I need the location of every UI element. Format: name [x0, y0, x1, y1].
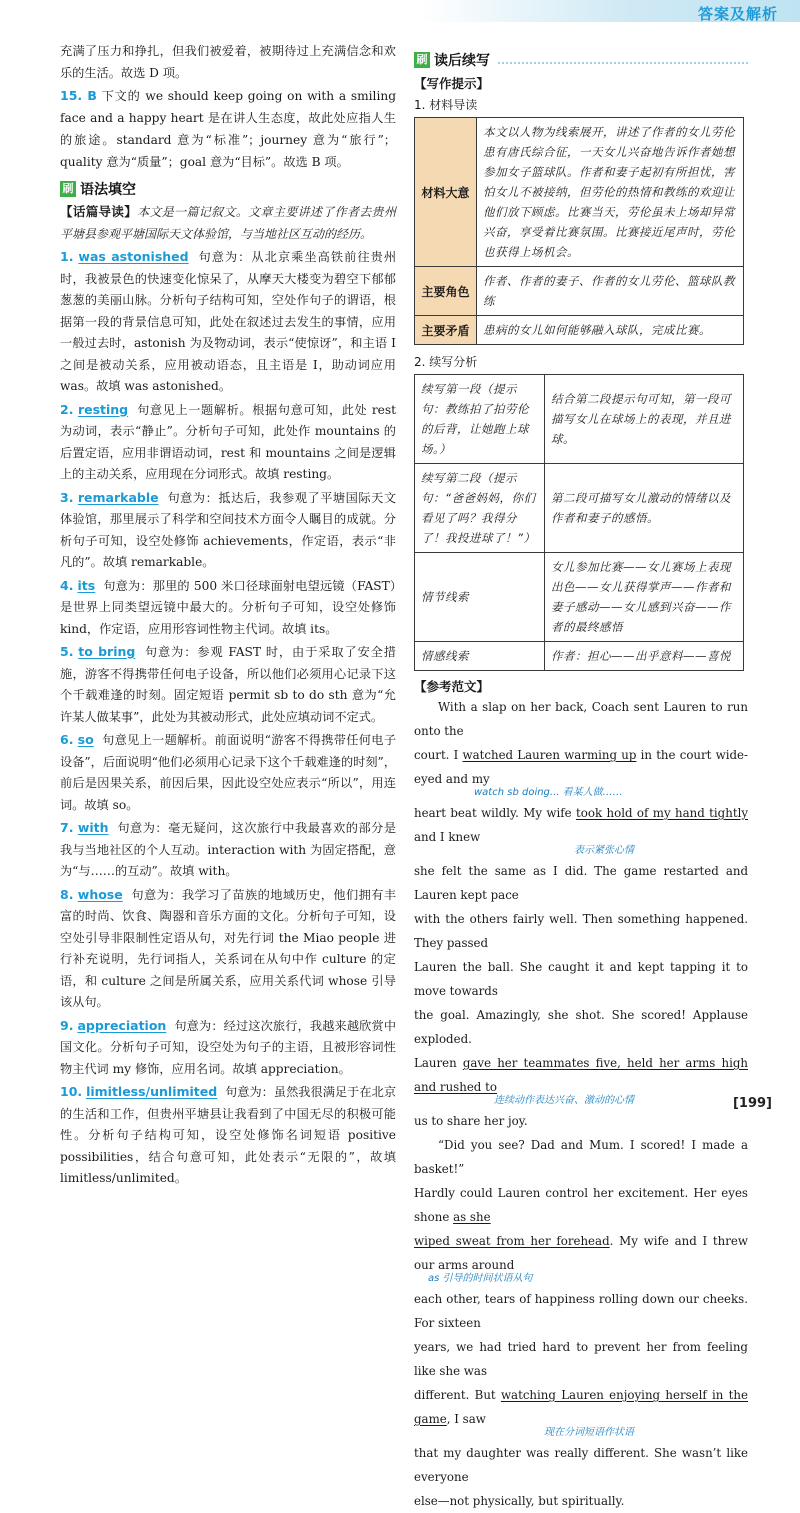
reference-essay [414, 695, 748, 1513]
table-key: 情感线索 [415, 642, 545, 671]
item-number: 4. [60, 577, 74, 593]
item-explanation: 句意为：经过这次旅行，我越来越欣赏中国文化。分析句子可知，设空处为句子的主语，且被形容词性物主代词 my 修饰，应用名词。故填 appreciation。 [60, 1018, 397, 1076]
item-explanation: 句意为：虽然我很满足于在北京的生活和工作，但贵州平塘县让我看到了中国无尽的积极可能性。分析句子结构可知，设空处修饰名词短语 positive possibilities，结合句意可知，此处表示“无限的”，故填 limitless/unlimited。 [60, 1085, 397, 1185]
essay-text: Hardly could Lauren control her excitement. Her eyes shone [414, 1186, 748, 1224]
section-title: 读后续写 [434, 53, 490, 69]
essay-line [414, 1229, 748, 1277]
essay-text: heart beat wildly. My wife [414, 806, 577, 820]
right-column [414, 44, 748, 1513]
table-value: 作者、作者的妻子、作者的女儿劳伦、篮球队教练 [477, 267, 744, 316]
item-answer: with [77, 820, 109, 835]
essay-line [414, 1383, 748, 1431]
essay-text: in the court wide-eyed and my [414, 748, 748, 786]
item-number: 5. [60, 644, 74, 659]
table-value: 第二段可描写女儿激动的情绪以及作者和妻子的感悟。 [545, 464, 744, 553]
underlined-phrase: as she [453, 1210, 491, 1224]
material-table [414, 117, 744, 345]
underlined-phrase: watching Lauren enjoying herself in the game [414, 1388, 748, 1426]
annotation-note: 表示紧张心情 [574, 845, 634, 856]
essay-text: , I saw [446, 1412, 486, 1426]
item-answer: limitless/unlimited [86, 1084, 218, 1099]
table-row [415, 553, 744, 642]
annotation-note: 连续动作表达兴奋、激动的心情 [494, 1095, 634, 1106]
underlined-phrase: took hold of my hand tightly [576, 806, 749, 820]
item-number: 9. [60, 1017, 74, 1033]
annotation-note: 现在分词短语作状语 [544, 1427, 634, 1438]
essay-line: “Did you see? Dad and Mum. I scored! I made a basket!” [414, 1138, 748, 1176]
table-value: 患病的女儿如何能够融入球队，完成比赛。 [477, 316, 744, 345]
item-answer: appreciation [77, 1017, 167, 1033]
item-number: 6. [60, 732, 74, 747]
answer-item [60, 729, 396, 816]
table-key: 材料大意 [415, 118, 477, 267]
item-explanation: 句意为：抵达后，我参观了平塘国际天文体验馆，那里展示了科学和空间技术方面令人瞩目的成就。分析句子可知，设空处修饰 achievements，作定语，表示“非凡的”。故填 remarkable。 [60, 490, 397, 569]
underlined-phrase: wiped sweat from her forehead [414, 1234, 610, 1248]
continued-text: 充满了压力和挣扎，但我们被爱着，被期待过上充满信念和欢乐的生活。故选 D 项。 [60, 44, 396, 80]
item-explanation: 句意为：参观 FAST 时，由于采取了安全措施，游客不得携带任何电子设备，所以他们必须用心记录下这个千载难逢的时刻。固定短语 permit sb to do sth 意为“允许某人做某事”，此处为其被动形式，此处应填动词不定式。 [60, 645, 396, 724]
table-row [415, 464, 744, 553]
underlined-phrase: gave her teammates five, held her arms high and rushed to [414, 1056, 748, 1094]
table-value: 本文以人物为线索展开，讲述了作者的女儿劳伦患有唐氏综合征，一天女儿兴奋地告诉作者她想参加女子篮球队。作者和妻子起初有所担忧，害怕女儿不被接纳，但劳伦的热情和教练的欢迎让他们放下顾虑。比赛当天，劳伦虽未上场却异常兴奋，享受着比赛氛围。比赛接近尾声时，劳伦也获得上场机会。 [477, 118, 744, 267]
table-value: 女儿参加比赛——女儿赛场上表现出色——女儿获得掌声——作者和妻子感动——女儿感到兴奋——作者的最终感悟 [545, 553, 744, 642]
table-key: 情节线索 [415, 553, 545, 642]
essay-text: . My wife and I threw our arms around [414, 1234, 748, 1272]
answer-item [60, 246, 396, 398]
section-brush-icon: 刷 [60, 181, 76, 197]
item-explanation: 句意见上一题解析。前面说明“游客不得携带任何电子设备”，后面说明“他们必须用心记录下这个千载难逢的时刻”，前后是因果关系，前因后果，因此设空处应表示“所以”，用连词。故填 so。 [60, 733, 397, 812]
essay-line: us to share her joy. [414, 1114, 528, 1128]
writing-section-header [414, 50, 748, 70]
essay-line: With a slap on her back, Coach sent Lauren to run onto the [414, 700, 748, 738]
annotation-note: watch sb doing... 看某人做…… [474, 787, 623, 798]
table-key: 主要角色 [415, 267, 477, 316]
table-key: 续写第二段（提示句：“爸爸妈妈，你们看见了吗？我得分了！我投进球了！”） [415, 464, 545, 553]
header-bar [420, 0, 800, 22]
essay-text: and I knew [414, 830, 481, 844]
passage-guide [60, 201, 396, 245]
item-answer: so [77, 732, 94, 747]
essay-text: Lauren [414, 1056, 463, 1070]
item-explanation: 句意为：我学习了苗族的地域历史，他们拥有丰富的时尚、饮食、陶器和音乐方面的文化。分析句子可知，设空处引导非限制性定语从句，对先行词 the Miao people 进行补充说明，先行词指人，关系词在从句中作 culture 的定语，和 culture 之间是所属关系，应用关系代词 whose 引导该从句。 [60, 887, 397, 1009]
table-row [415, 316, 744, 345]
item-number: 2. [60, 401, 74, 417]
essay-line: else—not physically, but spiritually. [414, 1494, 625, 1508]
header-title: 答案及解析 [697, 5, 778, 23]
answer-item [60, 1015, 396, 1081]
table-key: 续写第一段（提示句：教练拍了拍劳伦的后背，让她跑上球场。） [415, 375, 545, 464]
q15-text: 下文的 we should keep going on with a smiling face and a happy heart 是在讲人生态度，故此处应指人生的旅途。standard 意为“标准”；journey 意为“旅行”；quality 意为“质量”；goal 意为“目标”。故选 B 项。 [60, 89, 396, 169]
item-answer: resting [77, 401, 129, 417]
essay-text: different. But [414, 1388, 501, 1402]
annotation-note: as 引导的时间状语从句 [428, 1273, 533, 1284]
item-number: 3. [60, 489, 74, 505]
essay-line [414, 1051, 748, 1099]
tips-label: 【写作提示】 [414, 76, 490, 91]
item-number: 7. [60, 820, 74, 835]
item-answer: to bring [78, 644, 136, 659]
answer-item [60, 817, 396, 883]
q15 [60, 85, 396, 173]
table-value: 结合第二段提示句可知，第一段可描写女儿在球场上的表现，并且进球。 [545, 375, 744, 464]
section-divider [498, 56, 748, 64]
item-explanation: 句意见上一题解析。根据句意可知，此处 rest 为动词，表示“静止”。分析句子可知，此处作 mountains 的后置定语，应用非谓语动词，rest 和 mountains 之间是逻辑上的主动关系，应用现在分词形式。故填 resting。 [60, 402, 397, 481]
left-column [60, 40, 396, 1190]
underlined-phrase: watched Lauren warming up [462, 748, 637, 762]
guide-text: 本文是一篇记叙文。文章主要讲述了作者去贵州平塘县参观平塘国际天文体验馆，与当地社区互动的经历。 [60, 205, 396, 241]
answer-item [60, 399, 396, 486]
item-number: 10. [60, 1084, 83, 1099]
answer-item [60, 487, 396, 574]
item-answer: whose [77, 886, 123, 902]
essay-text: court. I [414, 748, 463, 762]
grammar-section-header [60, 179, 396, 199]
section-title: 语法填空 [80, 182, 136, 198]
reference-label: 【参考范文】 [414, 679, 490, 694]
essay-line: she felt the same as I did. The game restarted and Lauren kept pace [414, 864, 748, 902]
answer-list [60, 246, 396, 1190]
q15-number: 15. B [60, 88, 97, 103]
page-number: [199] [732, 1096, 772, 1111]
essay-line [414, 743, 748, 791]
table-row [415, 642, 744, 671]
answer-item [60, 641, 396, 728]
item-explanation: 句意为：那里的 500 米口径球面射电望远镜（FAST）是世界上同类望远镜中最大的。分析句子可知，设空处修饰 kind，作定语，应用形容词性物主代词。故填 its。 [60, 578, 396, 636]
essay-line: with the others fairly well. Then something happened. They passed [414, 912, 748, 950]
item-number: 8. [60, 886, 74, 902]
material-subheading: 1. 材料导读 [414, 98, 478, 112]
answer-item [60, 1081, 396, 1190]
analysis-table [414, 374, 744, 671]
essay-line: that my daughter was really different. She wasn’t like everyone [414, 1446, 748, 1484]
table-row [415, 267, 744, 316]
item-explanation: 句意为：毫无疑问，这次旅行中我最喜欢的部分是我与当地社区的个人互动。interaction with 为固定搭配，意为“与……的互动”。故填 with。 [60, 821, 397, 878]
item-answer: remarkable [77, 489, 159, 505]
table-key: 主要矛盾 [415, 316, 477, 345]
guide-label: 【话篇导读】 [60, 204, 138, 219]
section-brush-icon: 刷 [414, 52, 430, 68]
essay-line [414, 801, 748, 849]
table-row [415, 375, 744, 464]
table-value: 作者：担心——出乎意料——喜悦 [545, 642, 744, 671]
essay-line: years, we had tried hard to prevent her from feeling like she was [414, 1340, 748, 1378]
essay-line [414, 1181, 748, 1229]
essay-line: each other, tears of happiness rolling down our cheeks. For sixteen [414, 1292, 748, 1330]
item-explanation: 句意为：从北京乘坐高铁前往贵州时，我被景色的快速变化惊呆了，从摩天大楼变为碧空下郁郁葱葱的美丽山脉。分析句子结构可知，空处作句子的谓语，根据第一段的背景信息可知，此处在叙述过去发生的事情，应用一般过去时，astonish 为及物动词，表示“使惊讶”，和主语 I 之间是被动关系，应用被动语态，且主语是 I，助动词应用 was。故填 was astonished。 [60, 250, 397, 393]
item-answer: its [77, 577, 96, 593]
answer-item [60, 884, 396, 1014]
table-row [415, 118, 744, 267]
analysis-subheading: 2. 续写分析 [414, 355, 478, 369]
essay-line: the goal. Amazingly, she shot. She scored! Applause exploded. [414, 1008, 748, 1046]
essay-line: Lauren the ball. She caught it and kept tapping it to move towards [414, 960, 748, 998]
item-answer: was astonished [78, 249, 189, 264]
item-number: 1. [60, 249, 74, 264]
answer-item [60, 575, 396, 641]
